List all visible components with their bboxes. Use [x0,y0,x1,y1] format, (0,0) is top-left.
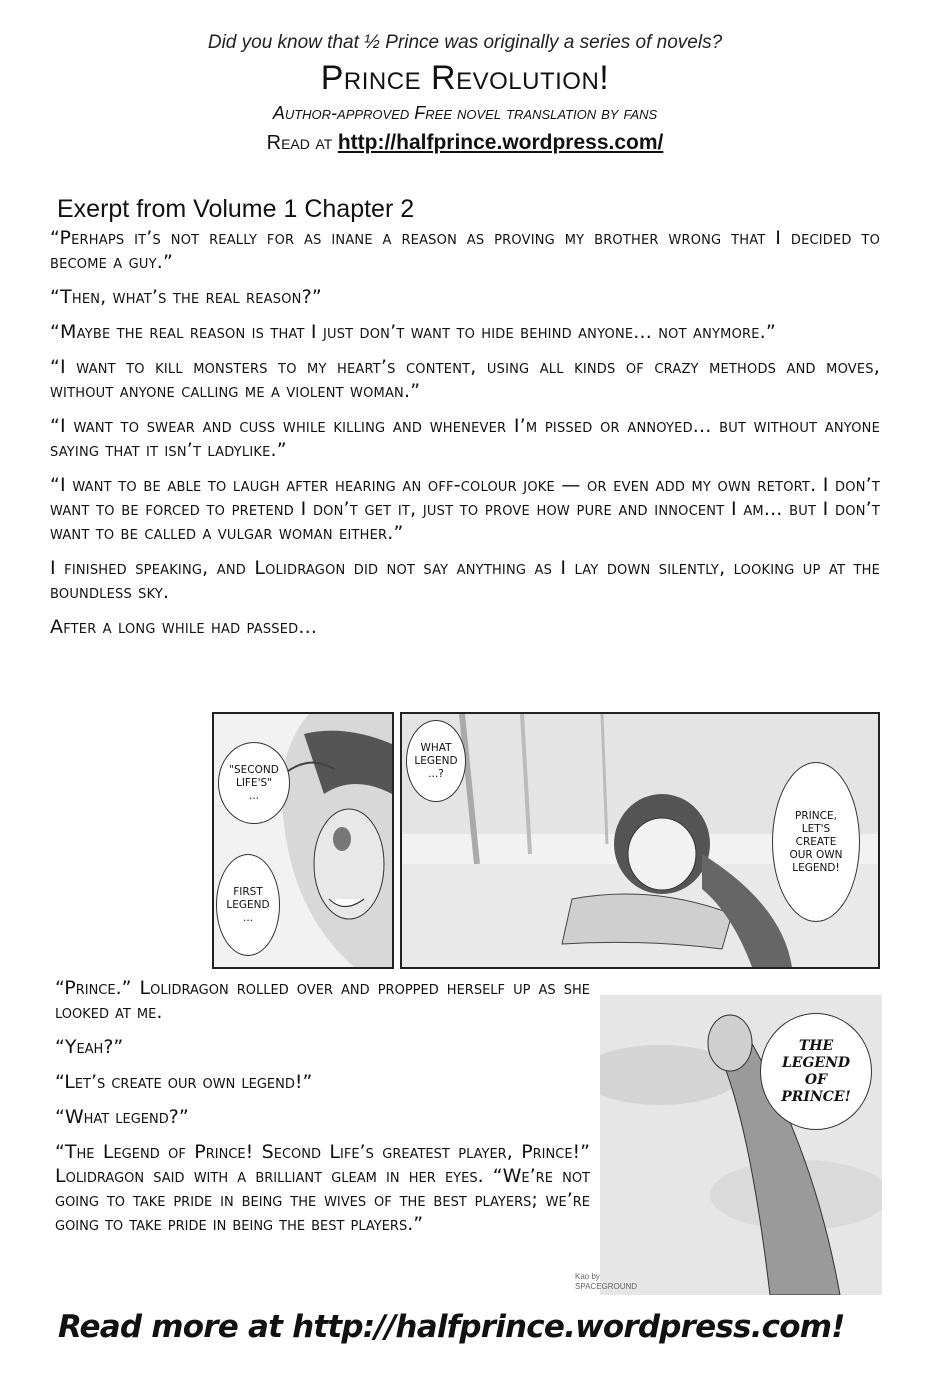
story-paragraph: “Maybe the real reason is that I just don’t want to hide behind anyone... not anymore.” [50,321,776,343]
read-prefix: Read at [266,132,338,154]
story-paragraph: “What legend?” [55,1106,189,1128]
header [0,30,930,158]
page-title: Prince Revolution! [320,59,610,97]
speech-bubble-prince-lets-create: PRINCE, LET'S CREATE OUR OWN LEGEND! [772,762,860,922]
manga-panel-right [400,712,880,969]
manga-art-sky [600,995,882,1295]
story-paragraph: “Let’s create our own legend!” [55,1071,313,1093]
story-paragraph: “Then, what’s the real reason?” [50,286,322,308]
manga-panel-left [212,712,394,969]
speech-bubble-legend-of-prince: THE LEGEND OF PRINCE! [760,1013,872,1130]
story-paragraph: “I want to swear and cuss while killing and whenever I’m pissed or annoyed... but without anyone saying that it isn’t ladylike.” [50,415,880,461]
excerpt-heading: Exerpt from Volume 1 Chapter 2 [57,195,415,223]
story-text [50,226,880,650]
speech-bubble-second-life: "SECOND LIFE'S" ... [218,742,290,824]
lower-story-text [55,976,590,1247]
scanlation-credit: Kao by SPACEGROUND [575,1272,638,1291]
story-paragraph: “The Legend of Prince! Second Life’s greatest player, Prince!” Lolidragon said with a brilliant gleam in her eyes. “We’re not going to take pride in being the wives of the best players; we’re going to take pride in being the best players.” [55,1141,590,1235]
header-link[interactable]: http://halfprince.wordpress.com/ [337,131,664,154]
story-paragraph: I finished speaking, and Lolidragon did not say anything as I lay down silently, looking up at the boundless sky. [50,557,880,603]
story-paragraph: After a long while had passed... [50,616,318,638]
story-paragraph: “I want to kill monsters to my heart’s content, using all kinds of crazy methods and moves, without anyone calling me a violent woman.” [50,356,880,402]
header-subtitle: Author-approved Free novel translation by fans [272,103,658,123]
story-paragraph: “Yeah?” [55,1036,124,1058]
speech-bubble-what-legend: WHAT LEGEND ...? [406,720,466,802]
header-read-line [0,128,930,158]
speech-bubble-first-legend: FIRST LEGEND ... [216,854,280,956]
header-question: Did you know that ½ Prince was originally a series of novels? [207,32,723,53]
manga-panels [212,712,882,967]
story-paragraph: “Perhaps it’s not really for as inane a reason as proving my brother wrong that I decided to become a guy.” [50,227,880,273]
story-paragraph: “Prince.” Lolidragon rolled over and propped herself up as she looked at me. [55,977,590,1023]
footer-read-more: Read more at http://halfprince.wordpress.com! [58,1309,845,1345]
story-paragraph: “I want to be able to laugh after hearing an off-colour joke — or even add my own retort. I don’t want to be forced to pretend I don’t get it, just to prove how pure and innocent I am... but I don’t want to be called a vulgar woman either.” [50,474,880,544]
